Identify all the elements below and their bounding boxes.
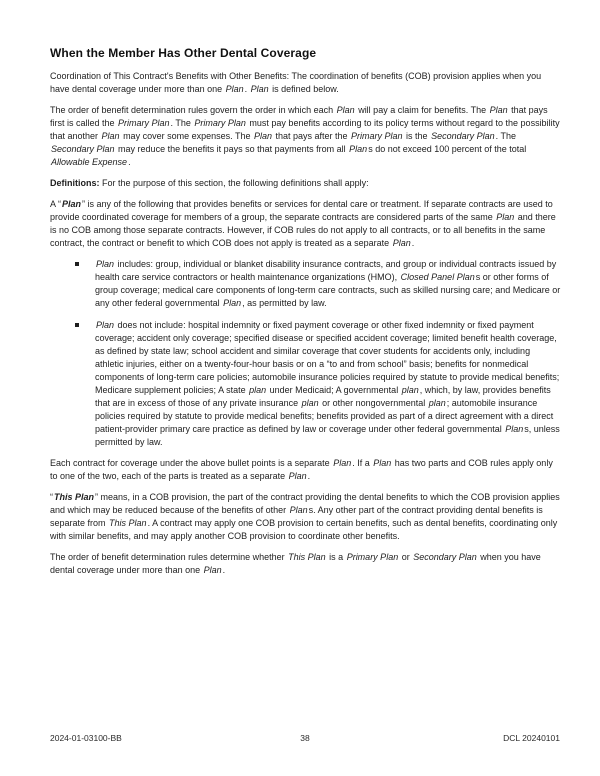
paragraph-plan-definition: A “Plan” is any of the following that provides benefits or services for dental care or treatment. If separate contracts are used to provide coordinated coverage for members of a group, the separate contracts are considered parts of the same Plan and there is no COB among those separate contracts. However, if COB rules do not apply to all contracts, or to all benefits in the same contract, the contract or benefit to which COB does not apply is treated as a separate Plan. xyxy=(50,199,556,248)
paragraph-separate-plan: Each contract for coverage under the above bullet points is a separate Plan. If a Plan has two parts and COB rules apply only to one of the two, each of the parts is treated as a separate Plan. xyxy=(50,458,553,481)
paragraph-determination: The order of benefit determination rules determine whether This Plan is a Primary Plan or Secondary Plan when you have dental coverage under more than one Plan. xyxy=(50,552,541,575)
list-item-plan-includes xyxy=(50,258,561,310)
bullet-icon xyxy=(75,262,79,266)
paragraph-definitions: Definitions: For the purpose of this section, the following definitions shall apply: xyxy=(50,178,369,188)
paragraph-cob-intro: Coordination of This Contract's Benefits with Other Benefits: The coordination of benefits (COB) provision applies when you have dental coverage under more than one Plan. Plan is defined below. xyxy=(50,71,542,94)
paragraph-this-plan: “This Plan” means, in a COB provision, the part of the contract providing the dental benefits to which the COB provision applies and which may be reduced because of the benefits of other Plans. Any other part of the contract providing dental benefits is separate from This Plan. A contract may apply one COB provision to certain benefits, such as dental benefits, coordinating only with similar benefits, and may apply another COB provision to coordinate other benefits. xyxy=(50,492,560,541)
page-footer xyxy=(50,733,560,745)
page-title: When the Member Has Other Dental Coverage xyxy=(50,46,317,60)
page-content xyxy=(50,46,561,585)
footer-page-number: 38 xyxy=(300,733,310,743)
footer-document-id: 2024-01-03100-BB xyxy=(50,733,122,743)
list-item-text: Plan includes: group, individual or blanket disability insurance contracts, and group or individual contracts issued by health care service contractors or health maintenance organizations (HMO), Closed Panel Plans or other forms of group coverage; medical care components of long-term care contracts, such as skilled nursing care; and Medicare or any other federal governmental Plan, as permitted by law. xyxy=(95,259,561,308)
plan-definition-list xyxy=(50,258,561,449)
footer-revision-code: DCL 20240101 xyxy=(503,733,560,743)
list-item-text: Plan does not include: hospital indemnity or fixed payment coverage or other fixed indemnity or fixed payment coverage; accident only coverage; specified disease or specified accident coverage; limited benefit health coverage, as defined by state law; school accident and similar coverage that cover students for accidents only, including athletic injuries, either on a twenty-four-hour basis or on a “to and from school” basis; benefits for nonmedical components of long-term care policies; automobile insurance policies required by statute to provide medical benefits; Medicare supplement policies; A state plan under Medicaid; A governmental plan, which, by law, provides benefits that are in excess of those of any private insurance plan or other nongovernmental plan; automobile insurance policies required by statute to provide medical benefits; benefits provided as part of a direct agreement with a direct patient-provider primary care practice as defined by law or coverage under other federal governmental Plans, unless permitted by law. xyxy=(95,320,560,447)
paragraph-order-rules: The order of benefit determination rules govern the order in which each Plan will pay a claim for benefits. The Plan that pays first is called the Primary Plan. The Primary Plan must pay benefits according to its policy terms without regard to the possibility that another Plan may cover some expenses. The Plan that pays after the Primary Plan is the Secondary Plan. The Secondary Plan may reduce the benefits it pays so that payments from all Plans do not exceed 100 percent of the total Allowable Expense. xyxy=(50,105,560,167)
list-item-plan-excludes xyxy=(50,319,561,449)
bullet-icon xyxy=(75,323,79,327)
